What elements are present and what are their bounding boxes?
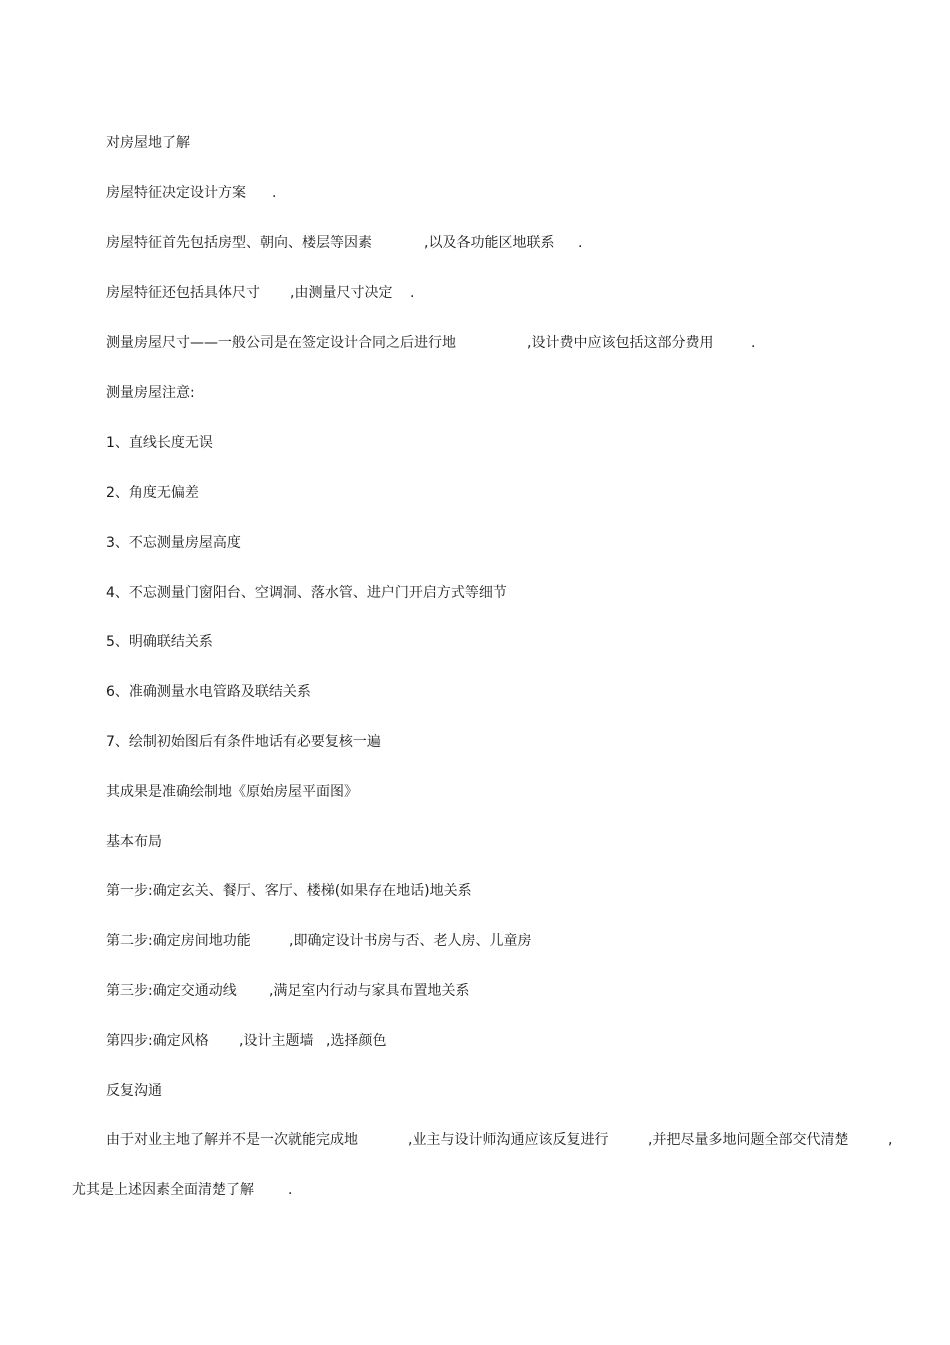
heading-house-understanding [106, 134, 190, 188]
list-item [106, 683, 311, 737]
list-item [106, 484, 199, 538]
text-segment: . [578, 235, 583, 251]
step-item [106, 882, 472, 936]
text-segment: ,即确定设计书房与否、老人房、儿童房 [289, 933, 532, 949]
text-segment: 第二步:确定房间地功能 [106, 933, 251, 949]
text-segment: . [288, 1182, 293, 1198]
paragraph [106, 783, 358, 837]
text-segment: 第一步:确定玄关、餐厅、客厅、楼梯(如果存在地话)地关系 [106, 883, 472, 899]
text-segment: 其成果是准确绘制地《原始房屋平面图》 [106, 784, 358, 800]
text-segment: . [410, 285, 415, 301]
text-segment: ,选择颜色 [326, 1033, 387, 1049]
text-segment: ,设计费中应该包括这部分费用 [527, 335, 714, 351]
text-segment: 对房屋地了解 [106, 135, 190, 151]
text-segment: 房屋特征决定设计方案 [106, 185, 246, 201]
text-segment: 尤其是上述因素全面清楚了解 [72, 1182, 254, 1198]
text-segment: ,设计主题墙 [239, 1033, 314, 1049]
list-item [106, 633, 213, 687]
text-segment: 测量房屋尺寸——一般公司是在签定设计合同之后进行地 [106, 335, 456, 351]
list-item [106, 584, 507, 638]
text-segment: 测量房屋注意: [106, 385, 195, 401]
text-segment: 7、绘制初始图后有条件地话有必要复核一遍 [106, 734, 381, 750]
text-segment: 由于对业主地了解并不是一次就能完成地 [106, 1132, 358, 1148]
heading-measure-notes [106, 384, 195, 438]
text-segment: 第四步:确定风格 [106, 1033, 209, 1049]
text-segment: ,业主与设计师沟通应该反复进行 [408, 1132, 609, 1148]
list-item [106, 733, 381, 787]
text-segment: 第三步:确定交通动线 [106, 983, 237, 999]
heading-repeated-communication [106, 1082, 162, 1136]
text-segment: 2、角度无偏差 [106, 485, 199, 501]
list-item [106, 534, 241, 588]
text-segment: . [751, 335, 756, 351]
paragraph-continuation [72, 1181, 293, 1253]
text-segment: 基本布局 [106, 834, 162, 850]
heading-basic-layout [106, 833, 162, 887]
text-segment: 6、准确测量水电管路及联结关系 [106, 684, 311, 700]
text-segment: , [888, 1132, 893, 1148]
text-segment: 房屋特征首先包括房型、朝向、楼层等因素 [106, 235, 372, 251]
text-segment: ,满足室内行动与家具布置地关系 [269, 983, 470, 999]
text-segment: ,由测量尺寸决定 [290, 285, 393, 301]
text-segment: ,并把尽量多地问题全部交代清楚 [648, 1132, 849, 1148]
text-segment: 1、直线长度无误 [106, 435, 213, 451]
text-segment: 3、不忘测量房屋高度 [106, 535, 241, 551]
text-segment: . [272, 185, 277, 201]
text-segment: 房屋特征还包括具体尺寸 [106, 285, 260, 301]
list-item [106, 434, 213, 488]
text-segment: ,以及各功能区地联系 [424, 235, 555, 251]
text-segment: 4、不忘测量门窗阳台、空调洞、落水管、进户门开启方式等细节 [106, 585, 507, 601]
text-segment: 5、明确联结关系 [106, 634, 213, 650]
text-segment: 反复沟通 [106, 1083, 162, 1099]
